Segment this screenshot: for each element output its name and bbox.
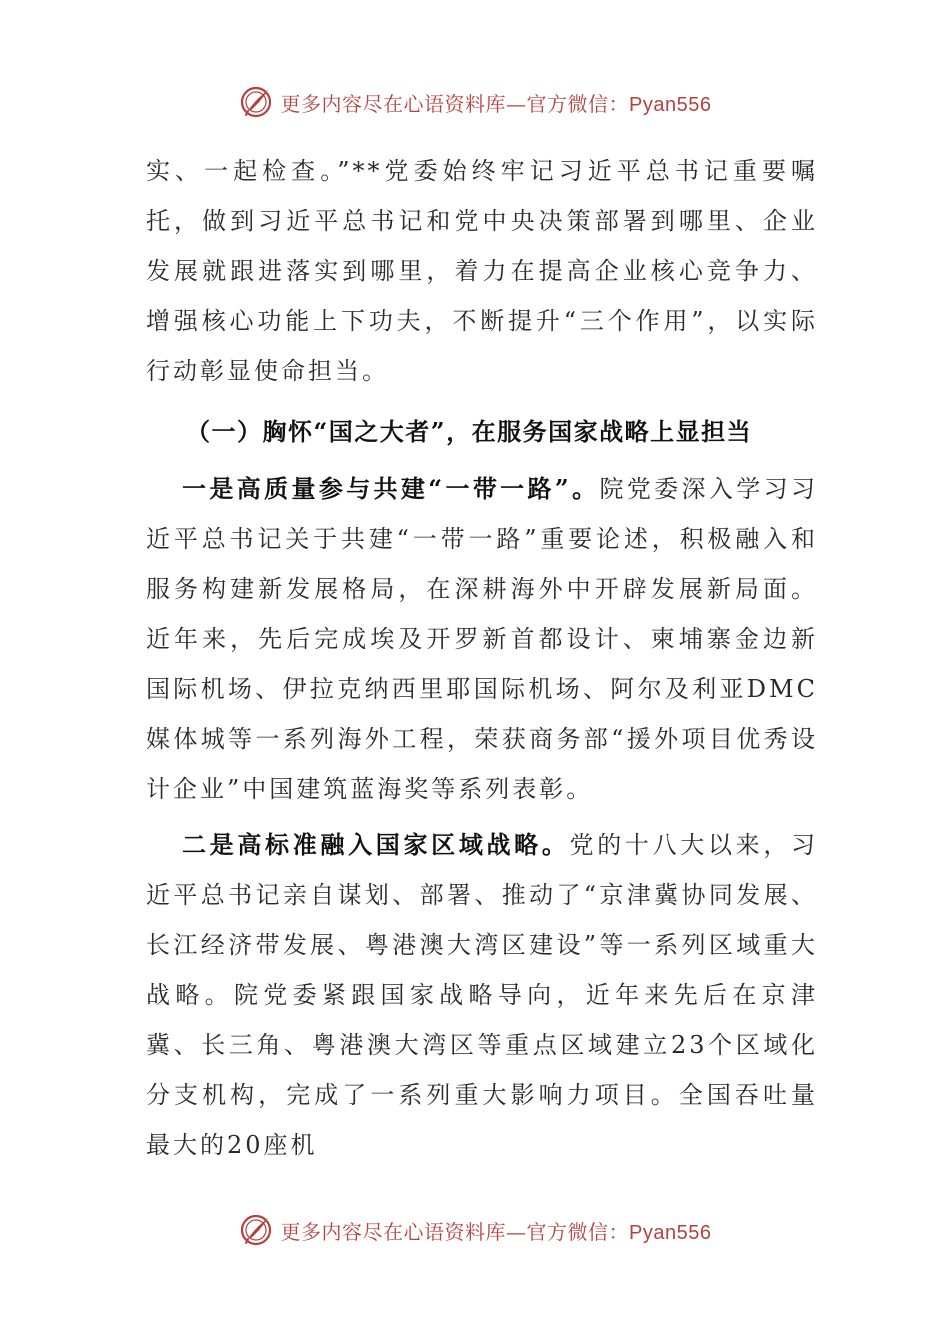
header-banner [0, 82, 950, 122]
intro-paragraph: 实、一起检查。”**党委始终牢记习近平总书记重要嘱托，做到习近平总书记和党中央决策部署到哪里、企业发展就跟进落实到哪里，着力在提高企业核心竞争力、增强核心功能上下功夫，不断提升“三个作用”，以实际行动彰显使命担当。 [146, 157, 818, 385]
footer-banner-text [281, 1216, 712, 1245]
header-banner-text [281, 88, 712, 117]
point-one-text: 院党委深入学习习近平总书记关于共建“一带一路”重要论述，积极融入和服务构建新发展格局，在深耕海外中开辟发展新局面。近年来，先后完成埃及开罗新首都设计、柬埔寨金边新国际机场、伊拉克纳西里耶国际机场、阿尔及利亚DMC媒体城等一系列海外工程，荣获商务部“援外项目优秀设计企业”中国建筑蓝海奖等系列表彰。 [146, 475, 819, 803]
header-banner-label: 更多内容尽在心语资料库—官方微信： [280, 91, 630, 116]
header-wechat-id: Pyan556 [629, 93, 712, 116]
footer-banner-label: 更多内容尽在心语资料库—官方微信： [280, 1219, 630, 1244]
footer-banner [0, 1210, 950, 1250]
point-two-paragraph [146, 820, 818, 1170]
point-two-lead: 二是高标准融入国家区域战略。 [182, 830, 570, 859]
quill-seal-icon [239, 85, 273, 119]
footer-wechat-id: Pyan556 [629, 1221, 712, 1244]
quill-seal-icon [239, 1213, 273, 1247]
point-one-paragraph [146, 464, 818, 814]
document-body [146, 146, 818, 1170]
point-two-text: 党的十八大以来，习近平总书记亲自谋划、部署、推动了“京津冀协同发展、长江经济带发展、粤港澳大湾区建设”等一系列区域重大战略。院党委紧跟国家战略导向，近年来先后在京津冀、长三角、粤港澳大湾区等重点区域建立23个区域化分支机构，完成了一系列重大影响力项目。全国吞吐量最大的20座机 [146, 831, 819, 1159]
section-heading: （一）胸怀“国之大者”，在服务国家战略上显担当 [186, 417, 753, 446]
point-one-lead: 一是高质量参与共建“一带一路”。 [182, 474, 600, 503]
